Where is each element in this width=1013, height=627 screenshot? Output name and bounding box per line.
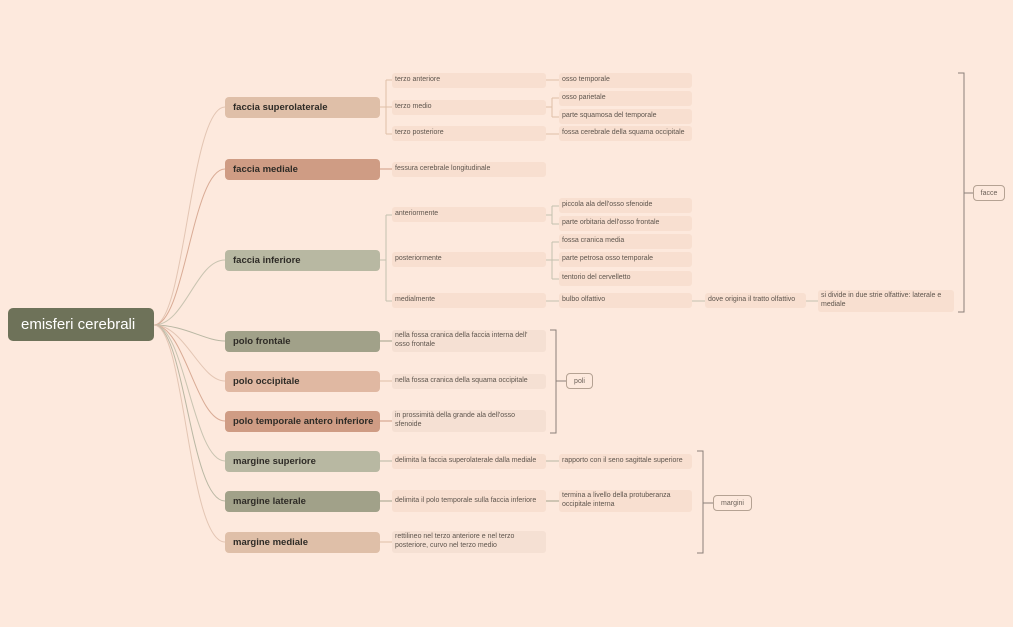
subtopic-tentorio[interactable]: tentorio del cervelletto [559,271,692,286]
topic-polo-frontale[interactable] [225,331,380,352]
central-topic[interactable] [8,308,154,341]
topic-margine-laterale[interactable] [225,491,380,512]
topic-faccia-superolaterale[interactable] [225,97,380,118]
topic-margine-mediale[interactable] [225,532,380,553]
subtopic-anteriormente[interactable]: anteriormente [392,207,546,222]
subtopic-polo-temporale-desc[interactable]: in prossimità della grande ala dell'osso sfenoide [392,410,546,432]
subtopic-parte-petrosa[interactable]: parte petrosa osso temporale [559,252,692,267]
subtopic-fessura[interactable]: fessura cerebrale longitudinale [392,162,546,177]
subtopic-tratto-olfattivo[interactable]: dove origina il tratto olfattivo [705,293,806,308]
topic-polo-temporale[interactable] [225,411,380,432]
subtopic-posteriormente[interactable]: posteriormente [392,252,546,267]
subtopic-osso-parietale[interactable]: osso parietale [559,91,692,106]
summary-poli[interactable]: poli [566,373,593,389]
subtopic-margine-mediale-desc[interactable]: rettilineo nel terzo anteriore e nel terzo posteriore, curvo nel terzo medio [392,531,546,553]
subtopic-osso-temporale[interactable]: osso temporale [559,73,692,88]
topic-label: faccia inferiore [233,255,301,266]
subtopic-termina-protuberanza[interactable]: termina a livello della protuberanza occipitale interna [559,490,692,512]
topic-label: margine mediale [233,537,308,548]
subtopic-rapporto-seno[interactable]: rapporto con il seno sagittale superiore [559,454,692,469]
central-topic-label: emisferi cerebrali [21,316,136,333]
topic-polo-occipitale[interactable] [225,371,380,392]
subtopic-polo-occipitale-desc[interactable]: nella fossa cranica della squama occipitale [392,374,546,389]
subtopic-medialmente[interactable]: medialmente [392,293,546,308]
topic-faccia-mediale[interactable] [225,159,380,180]
subtopic-bulbo-olfattivo[interactable]: bulbo olfattivo [559,293,692,308]
topic-label: faccia superolaterale [233,102,328,113]
topic-label: polo occipitale [233,376,300,387]
subtopic-polo-frontale-desc[interactable]: nella fossa cranica della faccia interna dell' osso frontale [392,330,546,352]
subtopic-strie-olfattive[interactable]: si divide in due strie olfattive: laterale e mediale [818,290,954,312]
topic-label: polo frontale [233,336,291,347]
subtopic-parte-orbitaria[interactable]: parte orbitaria dell'osso frontale [559,216,692,231]
topic-label: faccia mediale [233,164,298,175]
subtopic-fossa-cerebrale[interactable]: fossa cerebrale della squama occipitale [559,126,692,141]
subtopic-terzo-posteriore[interactable]: terzo posteriore [392,126,546,141]
topic-faccia-inferiore[interactable] [225,250,380,271]
subtopic-parte-squamosa[interactable]: parte squamosa del temporale [559,109,692,124]
subtopic-fossa-cranica-media[interactable]: fossa cranica media [559,234,692,249]
subtopic-terzo-medio[interactable]: terzo medio [392,100,546,115]
topic-label: margine superiore [233,456,316,467]
subtopic-piccola-ala[interactable]: piccola ala dell'osso sfenoide [559,198,692,213]
subtopic-margine-laterale-desc[interactable]: delimita il polo temporale sulla faccia inferiore [392,490,546,512]
subtopic-terzo-anteriore[interactable]: terzo anteriore [392,73,546,88]
topic-margine-superiore[interactable] [225,451,380,472]
summary-facce[interactable]: facce [973,185,1005,201]
subtopic-margine-superiore-desc[interactable]: delimita la faccia superolaterale dalla mediale [392,454,546,469]
topic-label: polo temporale antero inferiore [233,416,374,427]
topic-label: margine laterale [233,496,306,507]
summary-margini[interactable]: margini [713,495,752,511]
